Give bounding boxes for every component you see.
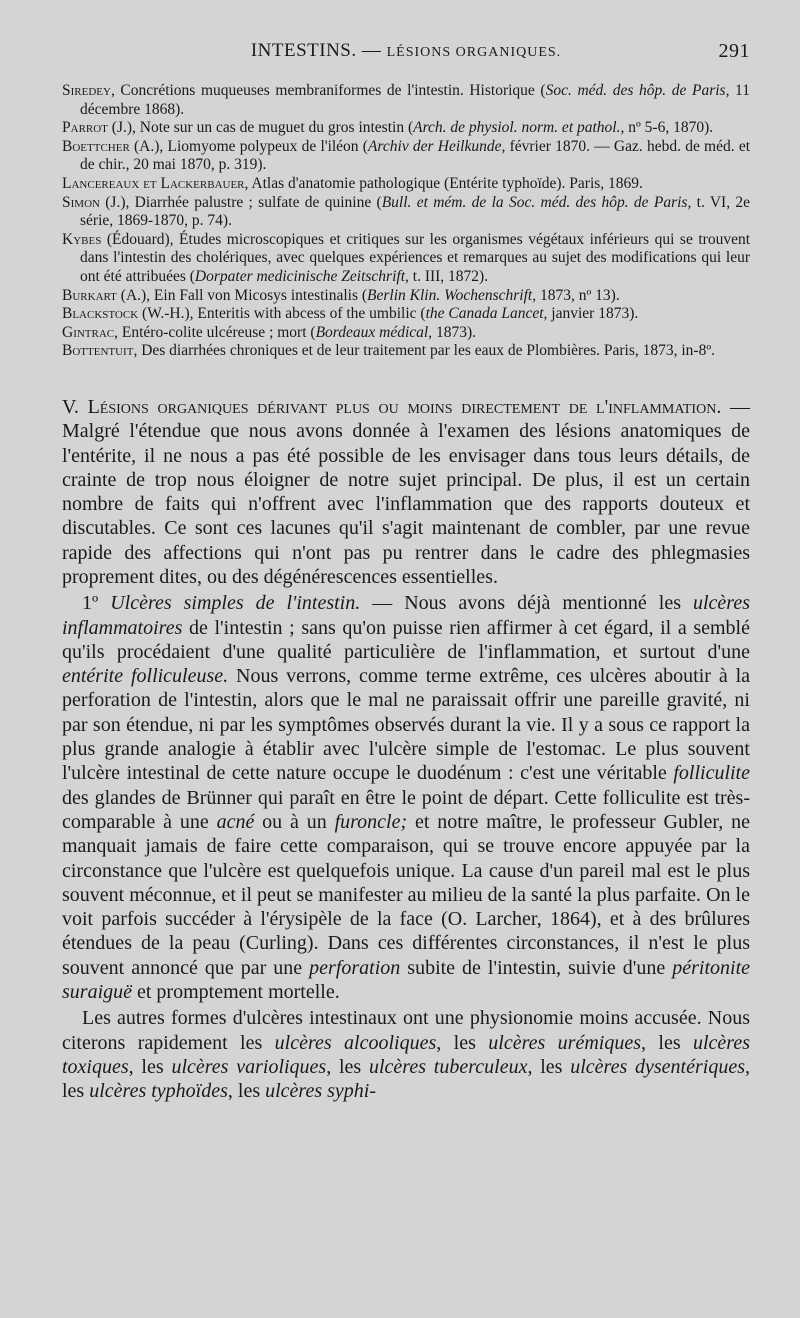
entry-author: Burkart — [62, 286, 117, 304]
entry-author: Bottentuit — [62, 342, 134, 360]
p2-text: , les — [436, 1031, 489, 1054]
entry-author: Gintrac — [62, 323, 115, 341]
p1-text: Nous verrons, comme terme extrême, ces ulcères aboutir à la perforation de l'intestin, alors que le mal ne paraissait offrir une pareille gravité, ni par son étendue, ni par les symptômes observés durant la vie. Il y a sous ce rapport la plus grande analogie à établir avec l'ulcère simple de l'estomac. Le plus souvent l'ulcère intestinal de cette nature occupe le duodénum : c'est une véritable — [62, 665, 750, 785]
entry-tail: janvier 1873). — [547, 305, 639, 323]
p2-text: Les autres formes d'ulcères intestinaux ont une physionomie moins accusée. Nous citerons rapidement les — [62, 1007, 750, 1054]
entry-author: Siredey — [62, 82, 111, 99]
p1-text: de l'intestin ; sans qu'on puisse rien affirmer à cet égard, il a semblé qu'ils procédaient d'une qualité particulière de l'inflammation, et surtout d'une — [62, 616, 750, 663]
p2-italic: ulcères varioliques — [171, 1055, 327, 1078]
entry-tail: 11 décembre 1868). — [80, 82, 750, 118]
entry-text: , Concrétions muqueuses membraniformes de l'intestin. Historique ( — [110, 82, 546, 99]
bibliography-entry — [62, 342, 750, 361]
p2-text: , les — [326, 1055, 369, 1078]
bibliography-entry — [62, 231, 750, 287]
bibliography-entry — [62, 82, 750, 119]
entry-text: , Entéro-colite ulcéreuse ; mort ( — [114, 323, 316, 341]
p1-text: — Nous avons déjà mentionné les — [360, 592, 693, 615]
entry-tail: t. III, 1872). — [408, 267, 489, 285]
p1-title: Ulcères simples de l'intestin. — [110, 592, 361, 615]
entry-text: (Édouard), Études microscopiques et critiques sur les organismes végétaux inférieurs qui se trouvent dans l'intestin des cholériques, avec quelques expériences et remarques au sujet des modifications qui leur ont été attribuées ( — [80, 230, 750, 285]
entry-journal: Berlin Klin. Wochenschrift, — [367, 286, 537, 304]
bibliography-entry — [62, 287, 750, 306]
entry-journal: Bull. et mém. de la Soc. méd. des hôp. de Paris, — [381, 193, 692, 211]
p1-text: des glandes de Brünner qui paraît en être le point de départ. Cette folliculite est très-comparable à une — [62, 786, 750, 833]
main-text — [62, 395, 750, 1104]
p1-italic: ulcères inflammatoires — [62, 592, 751, 639]
p1-italic: furoncle; — [334, 810, 408, 833]
bibliography-entry — [62, 138, 750, 175]
entry-author: Parrot — [62, 119, 108, 137]
entry-text: (A.), Ein Fall von Micosys intestinalis ( — [116, 286, 368, 304]
section-paragraph — [62, 395, 750, 589]
p2-italic: ulcères urémiques — [488, 1031, 641, 1054]
p2-text: , les — [527, 1055, 571, 1078]
p2-italic: ulcères tuberculeux — [369, 1055, 528, 1078]
entry-text: , Des diarrhées chroniques et de leur traitement par les eaux de Plombières. Paris, 1873, in-8º. — [133, 342, 716, 360]
p1-text: ou à un — [254, 810, 335, 833]
p1-text: subite de l'intestin, suivie d'une — [400, 956, 673, 979]
section-intro: — Malgré l'étendue que nous avons donnée à l'examen des lésions anatomiques de l'entérite, il ne nous a pas été possible de les envisager dans tous leurs détails, de crainte de trop nous éloigner de notre sujet principal. De plus, il est un certain nombre de faits qui n'offrent avec l'inflammation que des rapports douteux et discutables. Ce sont ces lacunes qu'il s'agit maintenant de combler, par une revue rapide des affections qui n'ont pas pu rentrer dans le cadre des phlegmasies proprement dites, ou des dégénérescences essentielles. — [62, 395, 751, 588]
paragraph-other-ulcers — [62, 1006, 750, 1103]
entry-tail: nº 5-6, 1870). — [624, 119, 714, 137]
bibliography-entry — [62, 175, 750, 194]
p2-italic: ulcères typhoïdes — [89, 1080, 228, 1103]
entry-journal: the Canada Lancet, — [425, 305, 548, 323]
bibliography-entry — [62, 324, 750, 343]
p2-italic: ulcères dysentériques — [570, 1055, 745, 1078]
section-heading: Lésions organiques dérivant plus ou moins directement de l'inflammation. — [87, 395, 722, 418]
entry-tail: 1873, nº 13). — [536, 286, 620, 304]
entry-author: Boettcher — [62, 137, 130, 155]
header-title — [251, 40, 561, 62]
entry-journal: Arch. de physiol. norm. et pathol., — [413, 119, 625, 137]
p1-italic: perforation — [309, 956, 401, 979]
entry-journal: Dorpater medicinische Zeitschrift, — [194, 267, 409, 285]
p2-italic: ulcères alcooliques — [274, 1031, 437, 1054]
entry-tail: 1873). — [432, 323, 476, 341]
header-subtitle: LÉSIONS ORGANIQUES. — [386, 45, 562, 60]
entry-text: (A.), Liomyome polypeux de l'iléon ( — [129, 137, 368, 155]
entry-journal: Soc. méd. des hôp. de Paris, — [545, 82, 730, 99]
entry-journal: Archiv der Heilkunde, — [367, 137, 506, 155]
header-title-text: INTESTINS. — [250, 40, 357, 61]
p1-text: et notre maître, le professeur Gubler, ne manquait jamais de faire cette comparaison, qui se trouve encore appuyée par la circonstance que l'ulcère est quelquefois unique. La cause d'un pareil mal est le plus souvent méconnue, et il peut se manifester au milieu de la santé la plus parfaite. On le voit parfois succéder à l'érysipèle de la face (O. Larcher, 1864), et à des brûlures étendues de la peau (Curling). Dans ces différentes circonstances, il n'est le plus souvent annoncé que par une — [62, 810, 750, 979]
p1-italic: entérite folliculeuse. — [62, 665, 229, 688]
p1-italic: folliculite — [673, 762, 750, 785]
entry-tail: février 1870. — Gaz. hebd. de méd. et de chir., 20 mai 1870, p. 319). — [80, 137, 751, 174]
entry-author: Kybes — [62, 230, 102, 248]
p2-text: , les — [62, 1055, 750, 1103]
section-number: V. — [62, 395, 79, 418]
entry-author: Simon — [62, 193, 100, 211]
paragraph-ulcers-simple — [62, 591, 750, 1004]
entry-author: Lancereaux et Lackerbauer — [62, 174, 245, 192]
p1-text: et promptement mortelle. — [132, 981, 340, 1004]
entry-text: (W.-H.), Enteritis with abcess of the umbilic ( — [138, 305, 426, 323]
bibliography-entry — [62, 119, 750, 138]
running-header — [62, 40, 750, 70]
entry-text: (J.), Note sur un cas de muguet du gros intestin ( — [107, 119, 414, 137]
entry-text: , Atlas d'anatomie pathologique (Entérite typhoïde). Paris, 1869. — [244, 174, 643, 192]
p1-italic: péritonite suraiguë — [62, 956, 751, 1004]
entry-journal: Bordeaux médical, — [315, 323, 433, 341]
bibliography-entry — [62, 194, 750, 231]
entry-author: Blackstock — [62, 305, 139, 323]
p1-italic: acné — [216, 810, 255, 833]
p2-text: , les — [128, 1055, 172, 1078]
entry-text: (J.), Diarrhée palustre ; sulfate de quinine ( — [99, 193, 382, 211]
header-dash: — — [361, 40, 382, 61]
bibliography-list — [62, 82, 750, 361]
p1-number: 1º — [82, 592, 111, 615]
p2-italic: ulcères toxiques — [62, 1031, 751, 1078]
p2-text: , les — [641, 1031, 693, 1054]
p2-italic: ulcères syphi- — [265, 1080, 376, 1103]
entry-tail: t. VI, 2e série, 1869-1870, p. 74). — [80, 193, 751, 230]
page-number: 291 — [718, 40, 750, 62]
p2-text: , les — [227, 1080, 266, 1103]
bibliography-entry — [62, 305, 750, 324]
